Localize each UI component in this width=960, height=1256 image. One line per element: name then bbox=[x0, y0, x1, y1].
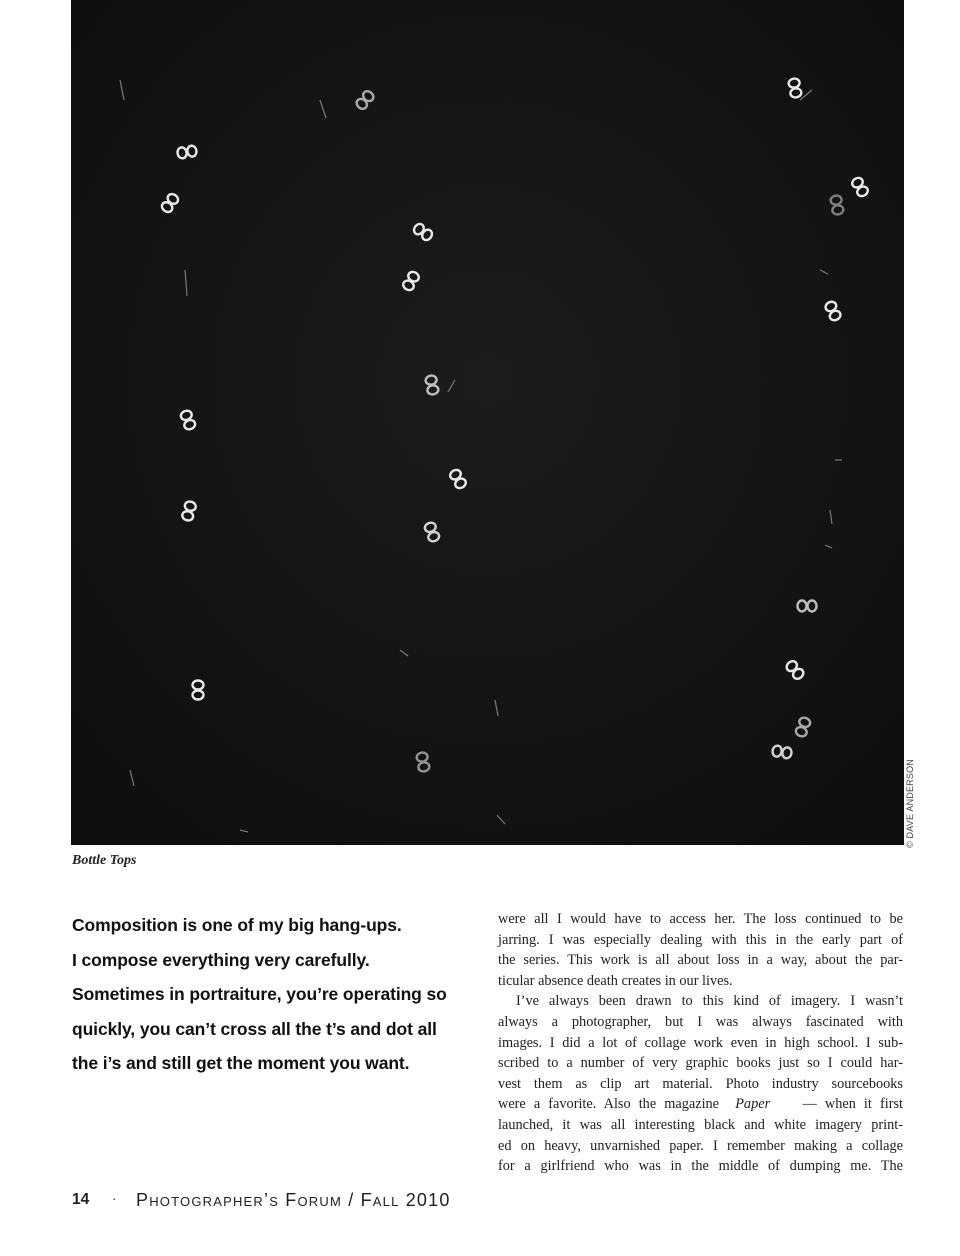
photo-caption: Bottle Tops bbox=[72, 853, 137, 868]
publication-issue: Photographer’s Forum / Fall 2010 bbox=[136, 1190, 451, 1210]
body-line-part: were a favorite. Also the magazine bbox=[498, 1096, 720, 1113]
body-line: vest them as clip art material. Photo industry sourcebooks bbox=[498, 1075, 903, 1092]
pull-quote-line: Composition is one of my big hang-ups. bbox=[72, 915, 402, 935]
body-line bbox=[498, 1094, 903, 1115]
body-line: ticular absence death creates in our lives. bbox=[498, 972, 733, 989]
body-line: I’ve always been drawn to this kind of imagery. I wasn’t bbox=[516, 993, 903, 1010]
body-line: launched, it was all interesting black and white imagery print- bbox=[498, 1116, 903, 1133]
pull-quote bbox=[72, 908, 480, 1081]
page-footer bbox=[72, 1190, 572, 1212]
body-line: ed on heavy, unvarnished paper. I remember making a collage bbox=[498, 1137, 903, 1154]
pull-quote-line: the i’s and still get the moment you want. bbox=[72, 1053, 410, 1074]
page-number: 14 bbox=[72, 1191, 90, 1208]
pull-quote-line: quickly, you can’t cross all the t’s and dot all bbox=[72, 1018, 437, 1039]
body-line: images. I did a lot of collage work even in high school. I sub- bbox=[498, 1034, 903, 1051]
body-line: scribed to a number of very graphic books just so I could har- bbox=[498, 1055, 903, 1072]
photo-credit-text: © DAVE ANDERSON bbox=[905, 759, 915, 848]
photograph-bottle-tops bbox=[71, 0, 904, 845]
body-line-part: — when it first bbox=[802, 1096, 903, 1113]
photo-artwork bbox=[71, 0, 904, 845]
footer-separator: · bbox=[112, 1191, 117, 1206]
body-line: the series. This work is all about loss in a way, about the par- bbox=[498, 952, 903, 969]
photo-credit bbox=[904, 760, 918, 848]
body-line: always a photographer, but I was always fascinated with bbox=[498, 1013, 903, 1030]
magazine-title: Paper bbox=[735, 1096, 771, 1113]
article-body-column bbox=[498, 909, 903, 1177]
pull-quote-line: Sometimes in portraiture, you’re operating so bbox=[72, 984, 447, 1005]
body-line: for a girlfriend who was in the middle of dumping me. The bbox=[498, 1158, 903, 1175]
body-line: jarring. I was especially dealing with this in the early part of bbox=[498, 931, 903, 948]
body-line: were all I would have to access her. The loss continued to be bbox=[498, 911, 903, 927]
pull-quote-line: I compose everything very carefully. bbox=[72, 949, 370, 970]
